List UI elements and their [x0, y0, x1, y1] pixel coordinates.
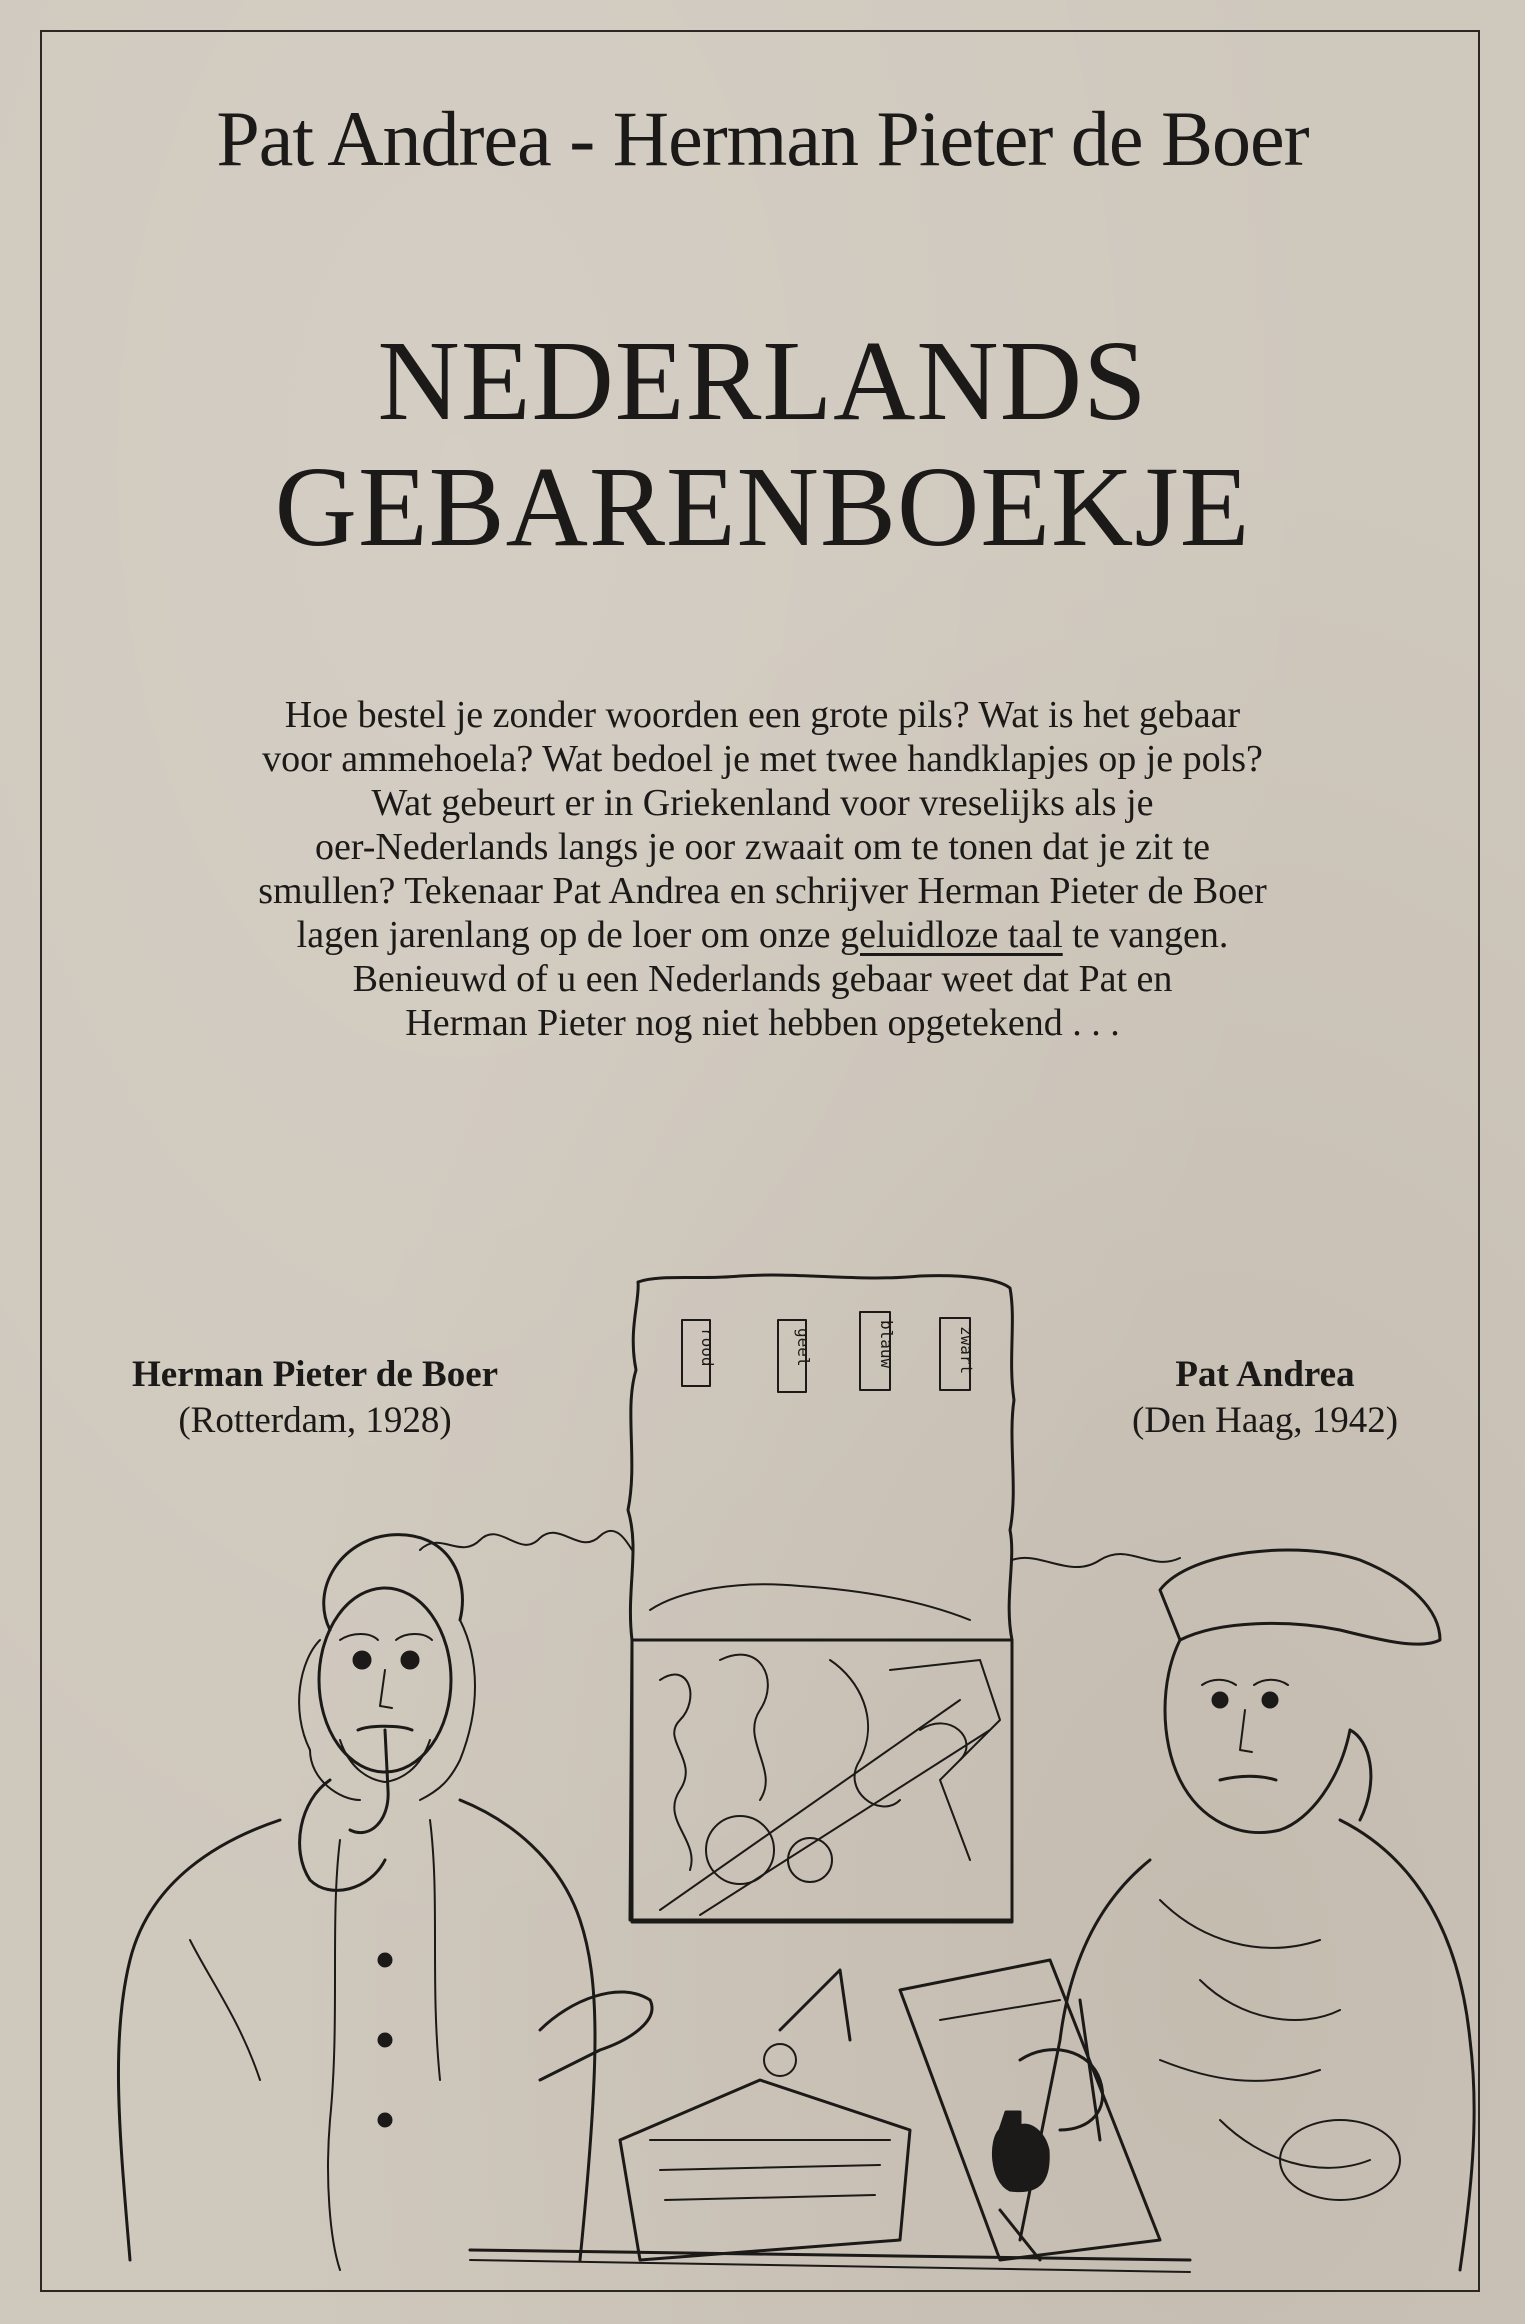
title-line-2: GEBARENBOEKJE [274, 443, 1251, 570]
blurb-text [160, 693, 1365, 1045]
paint-label-red: rood [698, 1328, 717, 1367]
blurb-line: Herman Pieter nog niet hebben opgetekend . . . [405, 1002, 1120, 1044]
cover-illustration [40, 1260, 1480, 2292]
blurb-line: oer-Nederlands langs je oor zwaait om te tonen dat je zit te [314, 826, 1211, 868]
line-drawing [40, 1260, 1480, 2292]
drawing-board [900, 1960, 1160, 2260]
right-person-name: Pat Andrea [1175, 1354, 1355, 1395]
blurb-text-fragment: lagen jarenlang op de loer om onze [296, 914, 841, 956]
blurb-line [160, 913, 1365, 957]
author-names: Pat Andrea - Herman Pieter de Boer [216, 95, 1309, 182]
blurb-line: Wat gebeurt er in Griekenland voor vreselijks als je [371, 782, 1154, 824]
title-line-1: NEDERLANDS [377, 317, 1148, 444]
blurb-line: Benieuwd of u een Nederlands gebaar weet dat Pat en [352, 958, 1173, 1000]
right-man-drawing [1020, 1550, 1474, 2270]
blurb-text-fragment: te vangen. [1062, 914, 1229, 956]
paint-label-black: zwart [957, 1326, 976, 1375]
paint-label-blue: blauw [877, 1320, 896, 1369]
left-man-drawing [118, 1535, 652, 2270]
underlined-phrase: geluidloze taal [840, 914, 1063, 956]
blurb-line: smullen? Tekenaar Pat Andrea en schrijver Herman Pieter de Boer [258, 870, 1267, 912]
paint-label-yellow: geel [794, 1328, 813, 1367]
blurb-line: Hoe bestel je zonder woorden een grote pils? Wat is het gebaar [284, 694, 1241, 736]
wall-painting [420, 1275, 1180, 1922]
blurb-line: voor ammehoela? Wat bedoel je met twee handklapjes op je pols? [262, 738, 1263, 780]
left-person-origin: (Rotterdam, 1928) [178, 1400, 452, 1441]
book-title [0, 318, 1525, 570]
right-person-origin: (Den Haag, 1942) [1131, 1400, 1399, 1441]
left-person-name: Herman Pieter de Boer [131, 1354, 499, 1395]
